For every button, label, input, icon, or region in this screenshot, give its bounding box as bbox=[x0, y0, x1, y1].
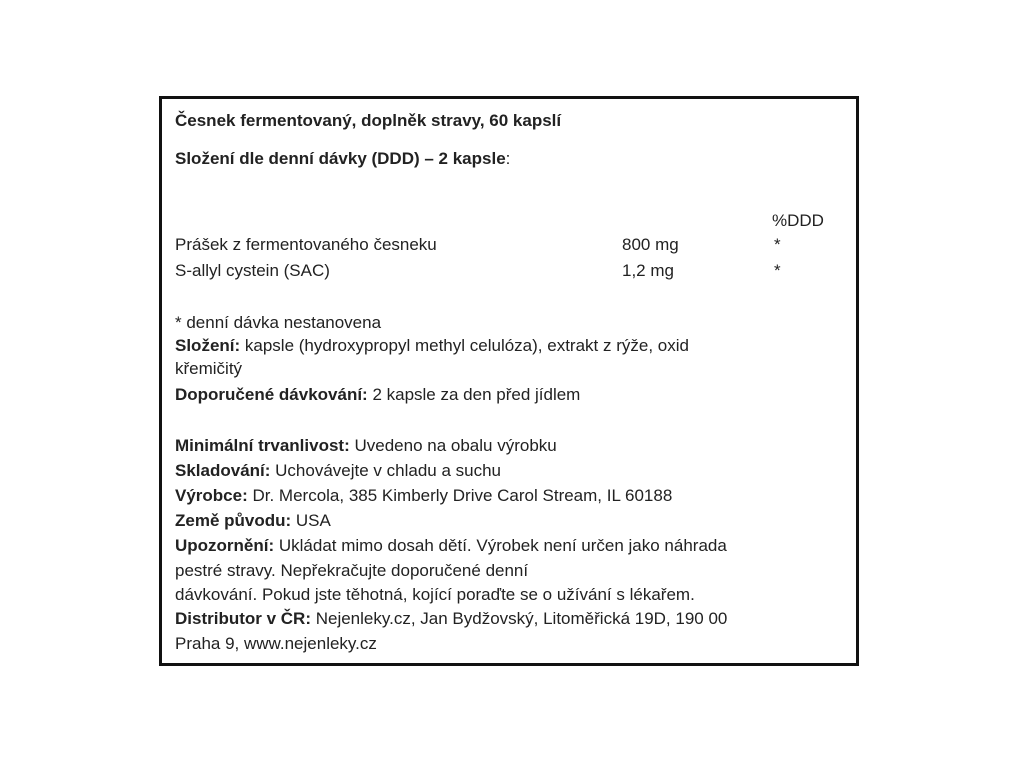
dose-heading bbox=[175, 147, 510, 170]
warning-label: Upozornění: bbox=[175, 536, 275, 555]
supplement-label bbox=[159, 96, 859, 666]
dosage-label: Doporučené dávkování: bbox=[175, 385, 368, 404]
storage-text: Uchovávejte v chladu a suchu bbox=[270, 461, 502, 480]
manufacturer-text: Dr. Mercola, 385 Kimberly Drive Carol Stream, IL 60188 bbox=[247, 486, 673, 505]
shelf-life-text: Uvedeno na obalu výrobku bbox=[349, 436, 557, 455]
ingredient-name-1: Prášek z fermentovaného česneku bbox=[175, 235, 437, 254]
composition-line-1 bbox=[175, 334, 689, 357]
pct-ddd-header: %DDD bbox=[772, 211, 824, 230]
warning-text-2: pestré stravy. Nepřekračujte doporučené denní bbox=[175, 561, 529, 580]
dosage-text: 2 kapsle za den před jídlem bbox=[367, 385, 581, 404]
dose-heading-text: Složení dle denní dávky (DDD) – 2 kapsle bbox=[175, 149, 506, 168]
ingredient-pct-1: * bbox=[774, 235, 781, 254]
ingredient-amount-1: 800 mg bbox=[622, 235, 679, 254]
manufacturer-line bbox=[175, 484, 672, 507]
composition-text-1: kapsle (hydroxypropyl methyl celulóza), extrakt z rýže, oxid bbox=[240, 336, 689, 355]
composition-label: Složení: bbox=[175, 336, 241, 355]
shelf-life-label: Minimální trvanlivost: bbox=[175, 436, 350, 455]
origin-label: Země původu: bbox=[175, 511, 292, 530]
distributor-text-2: Praha 9, www.nejenleky.cz bbox=[175, 634, 377, 653]
shelf-life-line bbox=[175, 434, 557, 457]
composition-text-2: křemičitý bbox=[175, 359, 243, 378]
origin-line bbox=[175, 509, 331, 532]
ingredient-name-2: S-allyl cystein (SAC) bbox=[175, 261, 330, 280]
warning-text-3: dávkování. Pokud jste těhotná, kojící poraďte se o užívání s lékařem. bbox=[175, 585, 695, 604]
footnote: * denní dávka nestanovena bbox=[175, 313, 382, 332]
product-title: Česnek fermentovaný, doplněk stravy, 60 kapslí bbox=[175, 111, 562, 130]
storage-label: Skladování: bbox=[175, 461, 271, 480]
manufacturer-label: Výrobce: bbox=[175, 486, 248, 505]
origin-text: USA bbox=[291, 511, 331, 530]
dosage-line bbox=[175, 383, 580, 406]
ingredient-amount-2: 1,2 mg bbox=[622, 261, 674, 280]
storage-line bbox=[175, 459, 501, 482]
warning-text-1: Ukládat mimo dosah dětí. Výrobek není určen jako náhrada bbox=[274, 536, 727, 555]
warning-line-1 bbox=[175, 534, 727, 557]
dose-heading-suffix: : bbox=[505, 149, 511, 168]
ingredient-pct-2: * bbox=[774, 261, 781, 280]
distributor-label: Distributor v ČR: bbox=[175, 609, 311, 628]
distributor-line-1 bbox=[175, 607, 727, 630]
distributor-text-1: Nejenleky.cz, Jan Bydžovský, Litoměřická 19D, 190 00 bbox=[311, 609, 728, 628]
